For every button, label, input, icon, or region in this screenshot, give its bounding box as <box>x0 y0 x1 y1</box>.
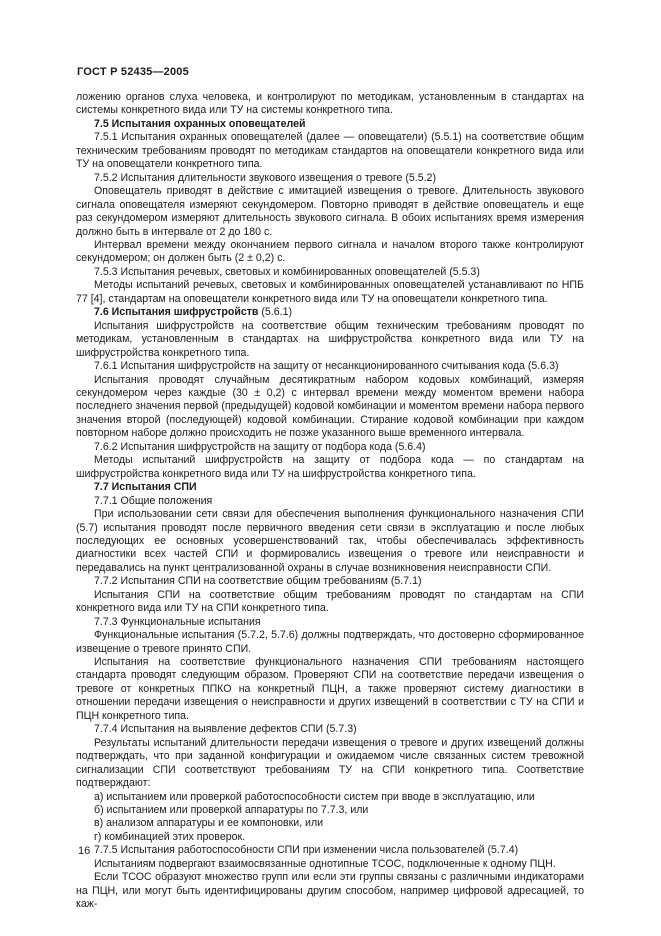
paragraph <box>76 831 584 844</box>
paragraph <box>76 589 584 616</box>
paragraph <box>76 858 584 871</box>
paragraph <box>76 360 584 373</box>
paragraph-text: 7.5.2 Испытания длительности звукового извещения о тревоге (5.5.2) <box>94 171 436 184</box>
paragraph-text: 7.7.2 Испытания СПИ на соответствие общим требованиям (5.7.1) <box>94 575 422 588</box>
paragraph-text: 7.5.3 Испытания речевых, световых и комбинированных оповещателей (5.5.3) <box>94 265 480 278</box>
paragraph-text: г) комбинацией этих проверок. <box>94 830 246 843</box>
section-heading <box>76 481 584 494</box>
paragraph <box>76 454 584 481</box>
paragraph <box>76 791 584 804</box>
paragraph-text: 7.7.5 Испытания работоспособности СПИ при изменении числа пользователей (5.7.4) <box>94 844 519 857</box>
paragraph <box>76 441 584 454</box>
paragraph-text: 7.7.1 Общие положения <box>94 494 213 507</box>
paragraph <box>76 495 584 508</box>
paragraph-text: Испытаниям подвергают взаимосвязанные однотипные ТСОС, подключенные к одному ПЦН. <box>94 857 556 870</box>
paragraph <box>76 172 584 185</box>
section-heading <box>76 306 584 319</box>
section-heading <box>76 118 584 131</box>
paragraph-text: ложению органов слуха человека, и контролируют по методикам, установленным в стандартах на системы конкретного вида или ТУ на системы конкретного типа. <box>76 91 584 117</box>
paragraph-text: 7.5.1 Испытания охранных оповещателей (далее — оповещатели) (5.5.1) на соответствие общим техническим требованиям проводят по методикам стандартов на оповещатели конкретного вида или ТУ на оповещатели конкретного типа. <box>76 131 584 171</box>
section-heading-text: 7.5 Испытания охранных оповещателей <box>94 117 306 130</box>
paragraph <box>76 185 584 239</box>
section-heading-clause-ref: (5.6.1) <box>258 306 292 319</box>
standard-designation-header: ГОСТ Р 52435—2005 <box>77 66 189 78</box>
paragraph <box>76 91 584 118</box>
paragraph <box>76 320 584 360</box>
paragraph <box>76 239 584 266</box>
paragraph <box>76 656 584 723</box>
section-heading-text: 7.6 Испытания шифрустройств <box>94 306 259 319</box>
paragraph-text: Функциональные испытания (5.7.2, 5.7.6) должны подтверждать, что достоверно сформированное извещение о тревоге принято СПИ. <box>76 629 584 655</box>
paragraph-text: Оповещатель приводят в действие с имитацией извещения о тревоге. Длительность звукового сигнала оповещателя измеряют секундомером. Повторно приводят в действие оповещатель и еще раз секундомером измеряют длительность звукового сигнала. В обоих испытаниях время измерения должно быть в интервале от 2 до 180 с. <box>76 185 584 238</box>
paragraph <box>76 575 584 588</box>
paragraph-text: Испытания СПИ на соответствие общим требованиям проводят по стандартам на СПИ конкретного вида или ТУ на СПИ конкретного типа. <box>76 588 584 615</box>
paragraph-text: Испытания шифрустройств на соответствие общим техническим требованиям проводят по методикам, установленным в стандартах на шифрустройства конкретного вида или ТУ на шифрустройства конкретного типа. <box>76 319 584 359</box>
document-body <box>76 91 584 912</box>
paragraph-text: 7.6.2 Испытания шифрустройств на защиту от подбора кода (5.6.4) <box>94 440 426 453</box>
paragraph <box>76 374 584 441</box>
paragraph <box>76 737 584 791</box>
paragraph <box>76 871 584 911</box>
paragraph <box>76 844 584 857</box>
paragraph-text: б) испытанием или проверкой аппаратуры по 7.7.3, или <box>94 804 369 817</box>
paragraph-text: Интервал времени между окончанием первого сигнала и началом второго также контролируют секундомером; он должен быть (2 ± 0,2) с. <box>76 238 584 265</box>
page-number: 16 <box>78 845 91 857</box>
paragraph <box>76 131 584 171</box>
section-heading-text: 7.7 Испытания СПИ <box>94 481 197 494</box>
paragraph-text: а) испытанием или проверкой работоспособности систем при вводе в эксплуатацию, или <box>94 790 535 803</box>
paragraph <box>76 723 584 736</box>
paragraph <box>76 279 584 306</box>
paragraph-text: 7.6.1 Испытания шифрустройств на защиту от несанкционированного считывания кода (5.6.3) <box>94 360 559 373</box>
paragraph-text: Методы испытаний шифрустройств на защиту от подбора кода — по стандартам на шифрустройства конкретного вида или ТУ на шифрустройства конкретного типа. <box>76 454 584 480</box>
paragraph <box>76 804 584 817</box>
paragraph <box>76 508 584 575</box>
paragraph-text: Результаты испытаний длительности передачи извещения о тревоге и других извещений должны подтверждать, что при заданной конфигурации и ожидаемом числе связанных систем тревожной сигнализации СПИ соответствуют требованиям ТУ на СПИ конкретного типа. Соответствие подтверждают: <box>76 736 584 790</box>
paragraph-text: Методы испытаний речевых, световых и комбинированных оповещателей устанавливают по НПБ 77 [4], стандартам на оповещатели конкретного вида или ТУ на оповещатели конкретного типа. <box>76 279 584 305</box>
paragraph-text: При использовании сети связи для обеспечения выполнения функционального назначения СПИ (5.7) испытания проводят после первичного введения сети связи в эксплуатацию и после любых последующих ее основных усовершенствований так, чтобы обеспечивалась эффективность диагностики всех частей СПИ и формировались извещения о тревоге или неисправности и передавались на пункт централизованной охраны в случае возникновения неисправности СПИ. <box>76 508 584 574</box>
paragraph-text: 7.7.3 Функциональные испытания <box>94 615 261 628</box>
paragraph <box>76 616 584 629</box>
paragraph-text: Если ТСОС образуют множество групп или если эти группы связаны с различными индикаторами на ПЦН, или могут быть идентифицированы другим способом, например цифровой адресацией, то каж- <box>76 871 584 911</box>
paragraph-text: Испытания проводят случайным десятикратным набором кодовых комбинаций, измеряя секундомером через каждые (30 ± 0,2) с интервал времени между моментом времени набора последнего значения первой (предыдущей) кодовой комбинации и моментом времени набора первого значения второй (последующей) кодовой комбинации. Стирание кодовой комбинации при каждом повторном наборе должно происходить не позже указанного выше временного интервала. <box>76 373 584 440</box>
paragraph <box>76 817 584 830</box>
paragraph-text: 7.7.4 Испытания на выявление дефектов СПИ (5.7.3) <box>94 723 357 736</box>
paragraph-text: Испытания на соответствие функционального назначения СПИ требованиям настоящего стандарта проводят следующим образом. Проверяют СПИ на соответствие передачи извещения о тревоге от конкретных ППКО на конкретный ПЦН, а также проверяют систему диагностики в отношении передачи извещения о неисправности и других извещений в соответствии с ТУ на СПИ и ПЦН конкретного типа. <box>76 656 584 722</box>
paragraph-text: в) анализом аппаратуры и ее компоновки, или <box>94 817 324 830</box>
paragraph <box>76 629 584 656</box>
paragraph <box>76 266 584 279</box>
